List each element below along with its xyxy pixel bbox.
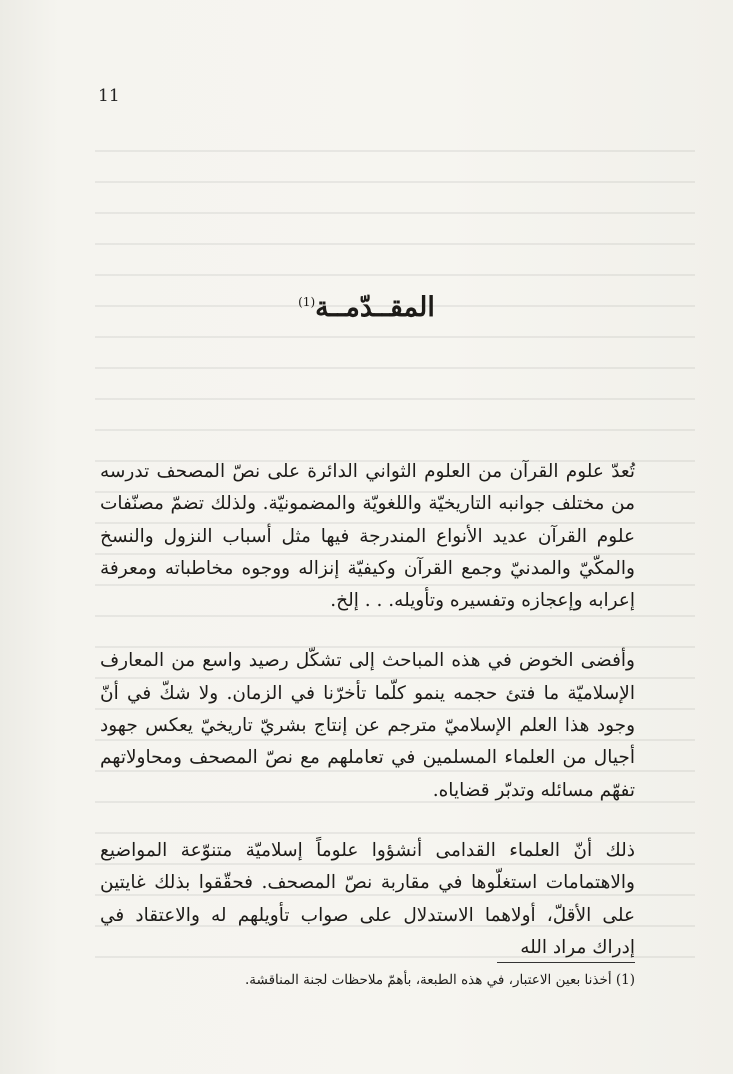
paragraph-3: ذلك أنّ العلماء القدامى أنشؤوا علوماً إسلاميّة متنوّعة المواضيع والاهتمامات استغلّوها في مقاربة نصّ المصحف. فحقّقوا بذلك غايتين على الأقلّ، أولاهما الاستدلال على صواب تأويلهم له والاعتقاد في إدراك مراد الله <box>100 839 635 958</box>
footnote-divider <box>497 962 635 963</box>
title-footnote-marker: (1) <box>298 295 316 309</box>
body-text <box>100 456 635 992</box>
page-number: 11 <box>98 86 120 106</box>
footnote: (1) أخذنا بعين الاعتبار، في هذه الطبعة، بأهمّ ملاحظات لجنة المناقشة. <box>245 972 635 988</box>
chapter-title-text: المقــدّمــة <box>315 292 435 323</box>
paragraph-1: تُعدّ علوم القرآن من العلوم الثواني الدائرة على نصّ المصحف تدرسه من مختلف جوانبه التاريخيّة واللغويّة والمضمونيّة. ولذلك تضمّ مصنّفات علوم القرآن عديد الأنواع المندرجة فيها مثل أسباب النزول والنسخ والمكّيّ والمدنيّ وجمع القرآن وكيفيّة إنزاله ووجوه مخاطباته ومعرفة إعرابه وإعجازه وتفسيره وتأويله. . . إلخ. <box>100 461 635 612</box>
paragraph-2: وأفضى الخوض في هذه المباحث إلى تشكّل رصيد واسع من المعارف الإسلاميّة ما فتئ حجمه ينمو كلّما تأخرّنا في الزمان. ولا شكّ في أنّ وجود هذا العلم الإسلاميّ مترجم عن إنتاج بشريّ تاريخيّ يعكس جهود أجيال من العلماء المسلمين في تعاملهم مع نصّ المصحف ومحاولاتهم تفهّم مسائله وتدبّر قضاياه. <box>100 650 635 801</box>
chapter-title <box>0 292 733 323</box>
